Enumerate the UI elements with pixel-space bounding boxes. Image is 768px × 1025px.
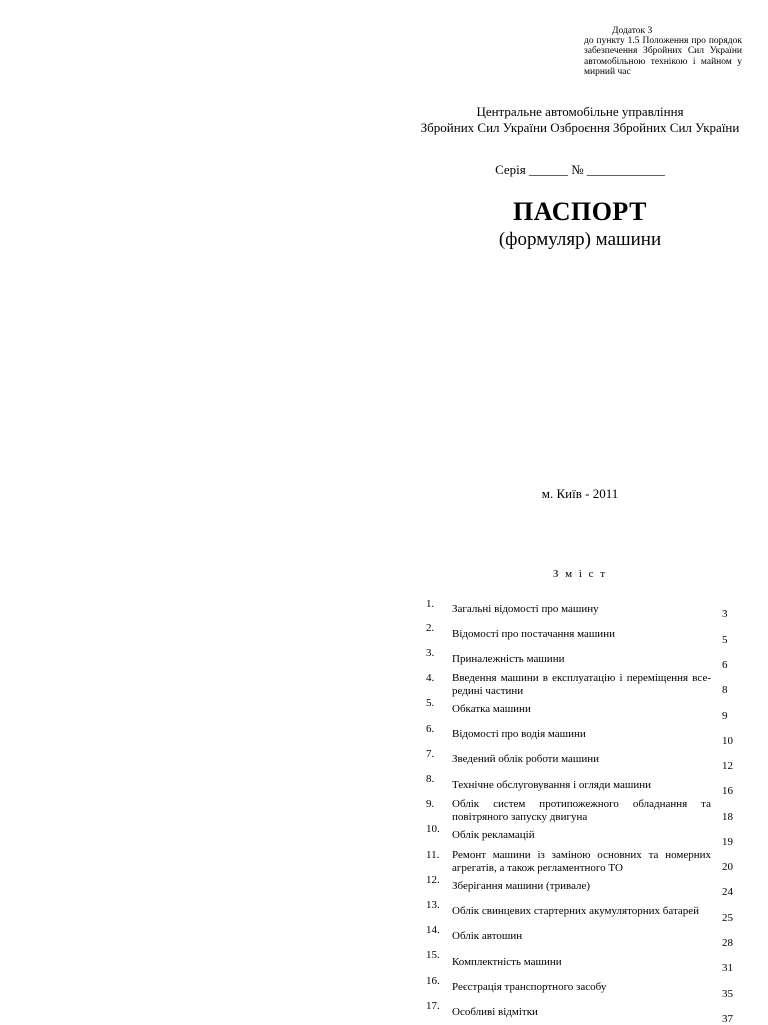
- toc-item-page: 25: [722, 912, 733, 924]
- toc-heading: З м і с т: [552, 568, 608, 580]
- toc-item-number: 12.: [426, 874, 440, 886]
- toc-item-number: 7.: [426, 748, 435, 760]
- toc-item-title: Реєстрація транспортного засобу: [452, 981, 607, 993]
- toc-item-title: Особливі відмітки: [452, 1006, 538, 1018]
- city-year: м. Київ - 2011: [541, 486, 619, 501]
- toc-item-number: 8.: [426, 773, 435, 785]
- toc-item-page: 19: [722, 836, 733, 848]
- toc-item-title: Відомості про водія машини: [452, 728, 586, 740]
- toc-item-page: 16: [722, 785, 733, 797]
- toc-item-number: 6.: [426, 723, 435, 735]
- toc-item-title: Обкатка машини: [452, 703, 531, 715]
- toc-item-page: 24: [722, 886, 733, 898]
- toc-item-number: 4.: [426, 672, 435, 684]
- toc-item-title: Комплектність машини: [452, 956, 562, 968]
- organization-line-1: Центральне автомобільне управління: [476, 104, 684, 119]
- toc-item-page: 9: [722, 710, 728, 722]
- toc-item-title: Зведений облік роботи машини: [452, 753, 600, 765]
- series-number-line: Серія ______ № ____________: [495, 162, 665, 177]
- toc-item-page: 12: [722, 760, 733, 772]
- toc-item-number: 2.: [426, 622, 435, 634]
- toc-item-page: 6: [722, 659, 728, 671]
- toc-item-page: 31: [722, 962, 733, 974]
- toc-item-title: Загальні відомості про машину: [452, 603, 599, 615]
- toc-item-title: Зберігання машини (тривале): [452, 880, 591, 892]
- toc-item-page: 5: [722, 634, 728, 646]
- toc-item-number: 14.: [426, 924, 440, 936]
- toc-item-title: Облік рекламацій: [452, 829, 535, 841]
- toc-item-title: Облік свинцевих стартерних акумуляторних батарей: [452, 905, 700, 917]
- toc-item-number: 15.: [426, 949, 440, 961]
- toc-item-number: 9.: [426, 798, 435, 810]
- toc-item-number: 3.: [426, 647, 435, 659]
- toc-item-title: Відомості про постачання машини: [452, 628, 615, 640]
- toc-item-number: 13.: [426, 899, 440, 911]
- toc-item-page: 35: [722, 988, 733, 1000]
- toc-item-number: 17.: [426, 1000, 440, 1012]
- toc-item-title: Ремонт машини із заміною основних та номерних агрегатів, а також регламентного ТО: [452, 849, 711, 874]
- toc-item-title: Введення машини в експлуатацію і переміщення все-редині частини: [452, 672, 711, 697]
- toc-item-page: 8: [722, 684, 728, 696]
- toc-item-page: 28: [722, 937, 733, 949]
- organization-line-2: Збройних Сил України Озброєння Збройних Сил України: [420, 119, 740, 135]
- appendix-body: до пункту 1.5 Положення про порядок забезпечення Збройних Сил України автомобільною технікою і майном у мирний час: [584, 36, 742, 77]
- toc-item-title: Технічне обслуговування і огляди машини: [452, 779, 652, 791]
- toc-item-number: 5.: [426, 697, 435, 709]
- document-subtitle: (формуляр) машини: [498, 229, 662, 250]
- toc-item-title: Облік систем протипожежного обладнання та повітряного запуску двигуна: [452, 798, 711, 823]
- toc-item-title: Облік автошин: [452, 930, 523, 942]
- toc-item-number: 11.: [426, 849, 440, 861]
- document-title: ПАСПОРТ: [513, 197, 647, 226]
- toc-item-title: Приналежність машини: [452, 653, 565, 665]
- toc-item-page: 10: [722, 735, 733, 747]
- appendix-title: Додаток 3: [612, 26, 653, 36]
- toc-item-page: 37: [722, 1013, 733, 1025]
- toc-item-number: 1.: [426, 598, 435, 610]
- toc-item-page: 18: [722, 811, 733, 823]
- toc-item-page: 20: [722, 861, 733, 873]
- toc-item-page: 3: [722, 608, 728, 620]
- toc-item-number: 10.: [426, 823, 440, 835]
- toc-item-number: 16.: [426, 975, 440, 987]
